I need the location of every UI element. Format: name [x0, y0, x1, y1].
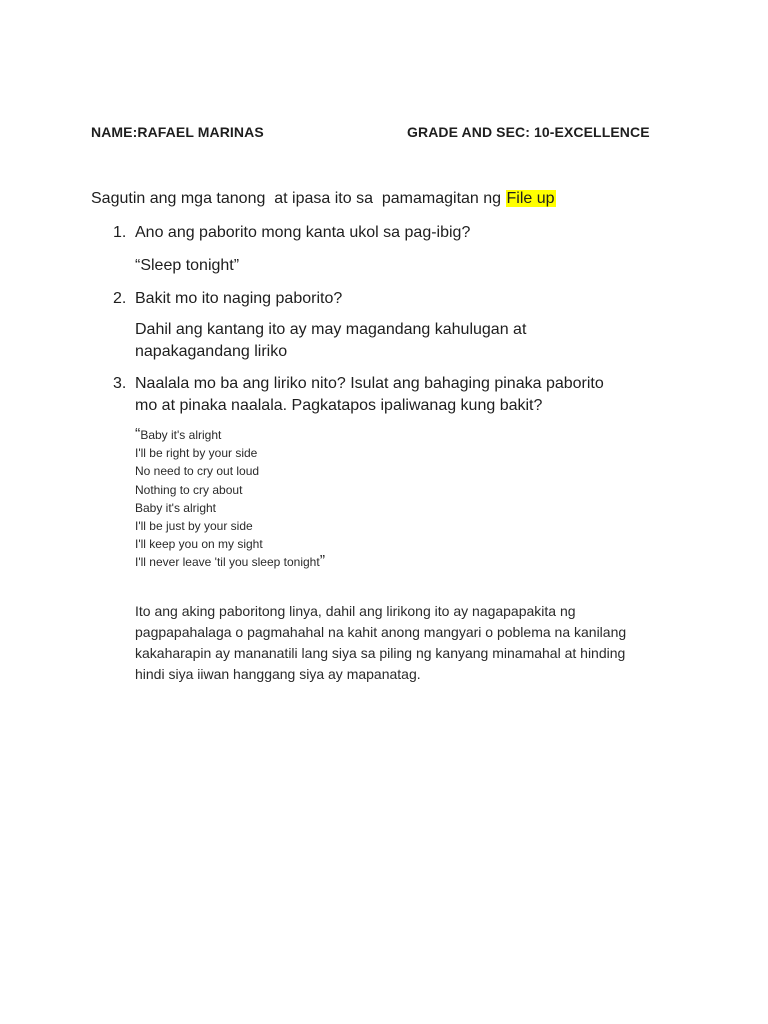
- question-text-line: mo at pinaka naalala. Pagkatapos ipaliwanag kung bakit?: [135, 397, 543, 414]
- question-3: [113, 373, 673, 417]
- instruction-highlight: File up: [506, 190, 555, 207]
- answer-1: [135, 255, 239, 277]
- lyric-line: No need to cry out loud: [135, 464, 260, 479]
- lyric-line: Nothing to cry about: [135, 482, 243, 497]
- lyric-line: “Baby it's alright: [135, 426, 222, 443]
- lyric-line: I'll be just by your side: [135, 519, 253, 534]
- answer-line: napakagandang liriko: [135, 343, 288, 360]
- lyric-line: I'll never leave 'til you sleep tonight”: [135, 553, 326, 571]
- lyric-line: Baby it's alright: [135, 500, 216, 515]
- question-1: [113, 222, 633, 244]
- lyrics-block: [135, 426, 325, 572]
- grade-and-section: GRADE AND SEC: 10-EXCELLENCE: [407, 124, 650, 140]
- question-text: Ano ang paborito mong kanta ukol sa pag-ibig?: [135, 224, 471, 241]
- explanation-line: kakaharapin ay mananatili lang siya sa piling ng kanyang minamahal at hinding: [135, 645, 626, 661]
- lyric-line: I'll be right by your side: [135, 446, 258, 461]
- question-2: [113, 288, 633, 310]
- answer-line: Dahil ang kantang ito ay may magandang kahulugan at: [135, 321, 527, 338]
- instruction-text: Sagutin ang mga tanong at ipasa ito sa pamamagitan ng: [91, 190, 506, 207]
- answer-2: [135, 319, 526, 363]
- lyric-line: I'll keep you on my sight: [135, 537, 263, 552]
- question-text: Bakit mo ito naging paborito?: [135, 290, 343, 307]
- close-quote: ”: [319, 553, 326, 571]
- explanation-line: pagpapahalaga o pagmahahal na kahit anong mangyari o poblema na kanilang: [135, 624, 627, 640]
- open-quote: “: [135, 426, 141, 443]
- question-text: [135, 373, 604, 417]
- explanation-line: hindi siya iiwan hanggang siya ay mapanatag.: [135, 666, 421, 682]
- instruction: [91, 190, 556, 208]
- student-name: NAME:RAFAEL MARINAS: [91, 124, 264, 140]
- answer-line: “Sleep tonight”: [135, 257, 240, 274]
- explanation-paragraph: [135, 601, 655, 685]
- question-number: 3.: [113, 375, 127, 392]
- question-number: 2.: [113, 290, 127, 307]
- question-number: 1.: [113, 224, 127, 241]
- explanation-line: Ito ang aking paboritong linya, dahil ang lirikong ito ay nagapapakita ng: [135, 603, 576, 619]
- question-text-line: Naalala mo ba ang liriko nito? Isulat ang bahaging pinaka paborito: [135, 375, 604, 392]
